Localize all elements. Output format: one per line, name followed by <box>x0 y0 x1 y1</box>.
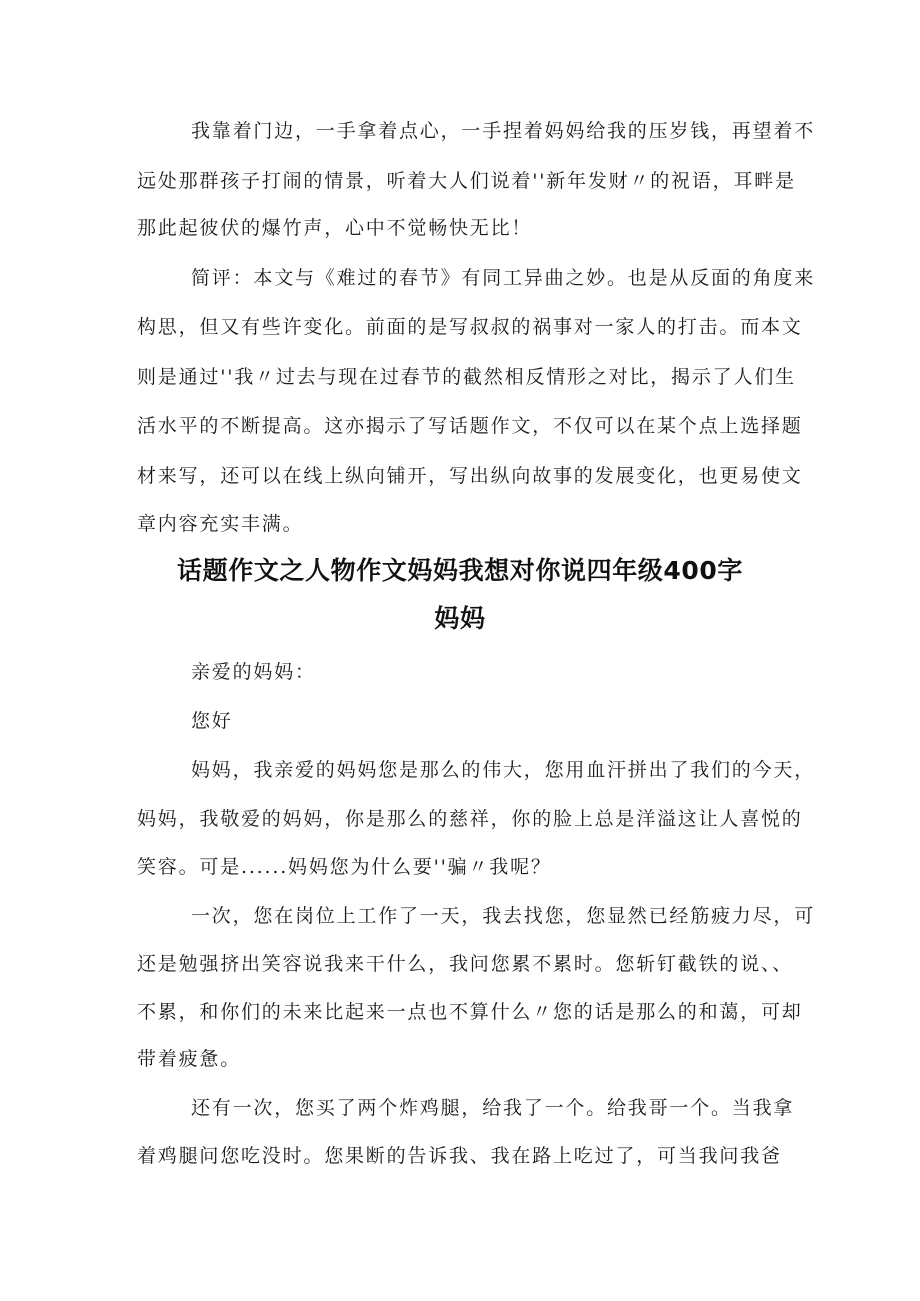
text-line: 那此起彼伏的爆竹声，心中不觉畅快无比！ <box>137 217 533 239</box>
text-line: 则是通过''我〃过去与现在过春节的截然相反情形之对比，揭示了人们生 <box>137 366 796 388</box>
text-line: 我靠着门边，一手拿着点心，一手捏着妈妈给我的压岁钱，再望着不 <box>191 120 816 142</box>
text-line: 着鸡腿问您吃没时。您果断的告诉我、我在路上吃过了，可当我问我爸 <box>137 1145 782 1167</box>
text-line: 亲爱的妈妈： <box>191 661 316 683</box>
text-line: 带着疲惫。 <box>137 1048 242 1070</box>
text-line: 您好 <box>191 710 233 732</box>
text-line: 妈妈，我敬爱的妈妈，你是那么的慈祥，你的脸上总是洋溢这让人喜悦的 <box>137 808 803 830</box>
text-line: 活水平的不断提高。这亦揭示了写话题作文，不仅可以在某个点上选择题 <box>137 415 803 437</box>
text-line: 妈妈，我亲爱的妈妈您是那么的伟大，您用血汗拼出了我们的今天， <box>191 759 816 781</box>
text-line: 笑容。可是......妈妈您为什么要''骗〃我呢？ <box>137 856 552 878</box>
text-line: 还有一次，您买了两个炸鸡腿，给我了一个。给我哥一个。当我拿 <box>191 1097 795 1119</box>
text-line: 构思，但又有些许变化。前面的是写叔叔的祸事对一家人的打击。而本文 <box>137 316 803 338</box>
text-line: 章内容充实丰满。 <box>137 513 304 535</box>
article-title: 话题作文之人物作文妈妈我想对你说四年级400字 <box>177 556 743 585</box>
text-line: 不累，和你们的未来比起来一点也不算什么〃您的话是那么的和蔼，可却 <box>137 1001 803 1023</box>
text-line: 材来写，还可以在线上纵向铺开，写出纵向故事的发展变化，也更易使文 <box>137 465 803 487</box>
text-line: 简评：本文与《难过的春节》有同工异曲之妙。也是从反面的角度来 <box>191 267 816 289</box>
text-line: 一次，您在岗位上工作了一天，我去找您，您显然已经筋疲力尽，可 <box>191 905 816 927</box>
article-subtitle: 妈妈 <box>434 604 486 633</box>
text-line: 还是勉强挤出笑容说我来干什么，我问您累不累时。您斩钉截铁的说、、 <box>137 953 794 975</box>
text-line: 远处那群孩子打闹的情景，听着大人们说着''新年发财〃的祝语，耳畔是 <box>137 170 796 192</box>
